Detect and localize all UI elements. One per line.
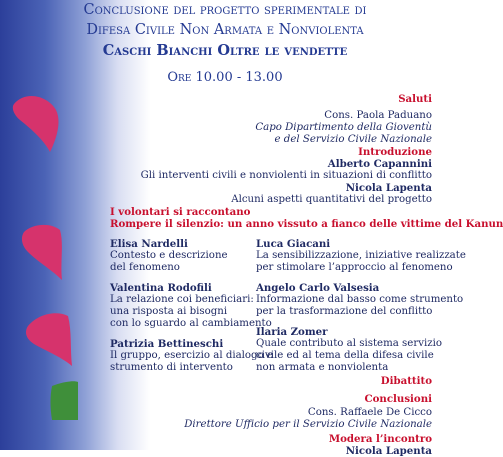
introduzione-title: Introduzione <box>358 146 432 158</box>
introduzione-block <box>141 146 432 206</box>
event-time: Ore 10.00 - 13.00 <box>167 70 283 85</box>
intro-speaker-2: Nicola Lapenta <box>345 182 432 194</box>
saluti-title: Saluti <box>398 93 432 105</box>
title-line-1: Conclusione del progetto sperimentale di <box>83 2 367 18</box>
conclusioni-title: Conclusioni <box>364 393 432 405</box>
saluti-role-1: Capo Dipartimento della Gioventù <box>255 122 432 133</box>
speaker-entry: Elisa Nardelli Contesto e descrizione del fenomeno <box>110 238 228 273</box>
modera-block <box>329 433 432 457</box>
modera-title: Modera l’incontro <box>328 433 432 445</box>
modera-name: Nicola Lapenta <box>345 445 432 457</box>
conclusioni-name: Cons. Raffaele De Cicco <box>307 407 432 418</box>
speaker-entry: Ilaria Zomer Quale contributo al sistema servizio civile ed al tema della difesa civile non armata e nonviolenta <box>256 326 442 373</box>
intro-topic-1: Gli interventi civili e nonviolenti in situazioni di conflitto <box>140 170 432 181</box>
volontari-title: I volontari si raccontano <box>110 206 251 218</box>
volontari-subtitle: Rompere il silenzio: un anno vissuto a fianco delle vittime del Kanun <box>110 218 503 230</box>
title-line-3: Caschi Bianchi Oltre le vendette <box>102 42 348 59</box>
saluti-block <box>255 93 432 146</box>
volontari-right-column <box>256 238 466 374</box>
title-line-2: Difesa Civile Non Armata e Nonviolenta <box>86 22 364 38</box>
saluti-role-2: e del Servizio Civile Nazionale <box>274 134 432 145</box>
conclusioni-role: Direttore Ufficio per il Servizio Civile Nazionale <box>184 419 432 430</box>
dibattito-title: Dibattito <box>380 375 432 387</box>
speaker-entry: Angelo Carlo Valsesia Informazione dal basso come strumento per la trasformazione del conflitto <box>256 282 464 317</box>
speaker-entry: Patrizia Bettineschi Il gruppo, esercizio al dialogo e strumento di intervento <box>110 338 273 373</box>
volontari-left-column <box>110 238 273 374</box>
intro-speaker-1: Alberto Capannini <box>327 158 432 170</box>
speaker-entry: Valentina Rodofili La relazione coi beneficiari: una risposta ai bisogni con lo sguardo al cambiamento <box>110 282 272 329</box>
saluti-name: Cons. Paola Paduano <box>324 110 432 121</box>
conclusioni-block <box>184 393 432 431</box>
intro-topic-2: Alcuni aspetti quantitativi del progetto <box>231 194 432 205</box>
speaker-entry: Luca Giacani La sensibilizzazione, iniziative realizzate per stimolare l’approccio al fenomeno <box>256 238 466 273</box>
